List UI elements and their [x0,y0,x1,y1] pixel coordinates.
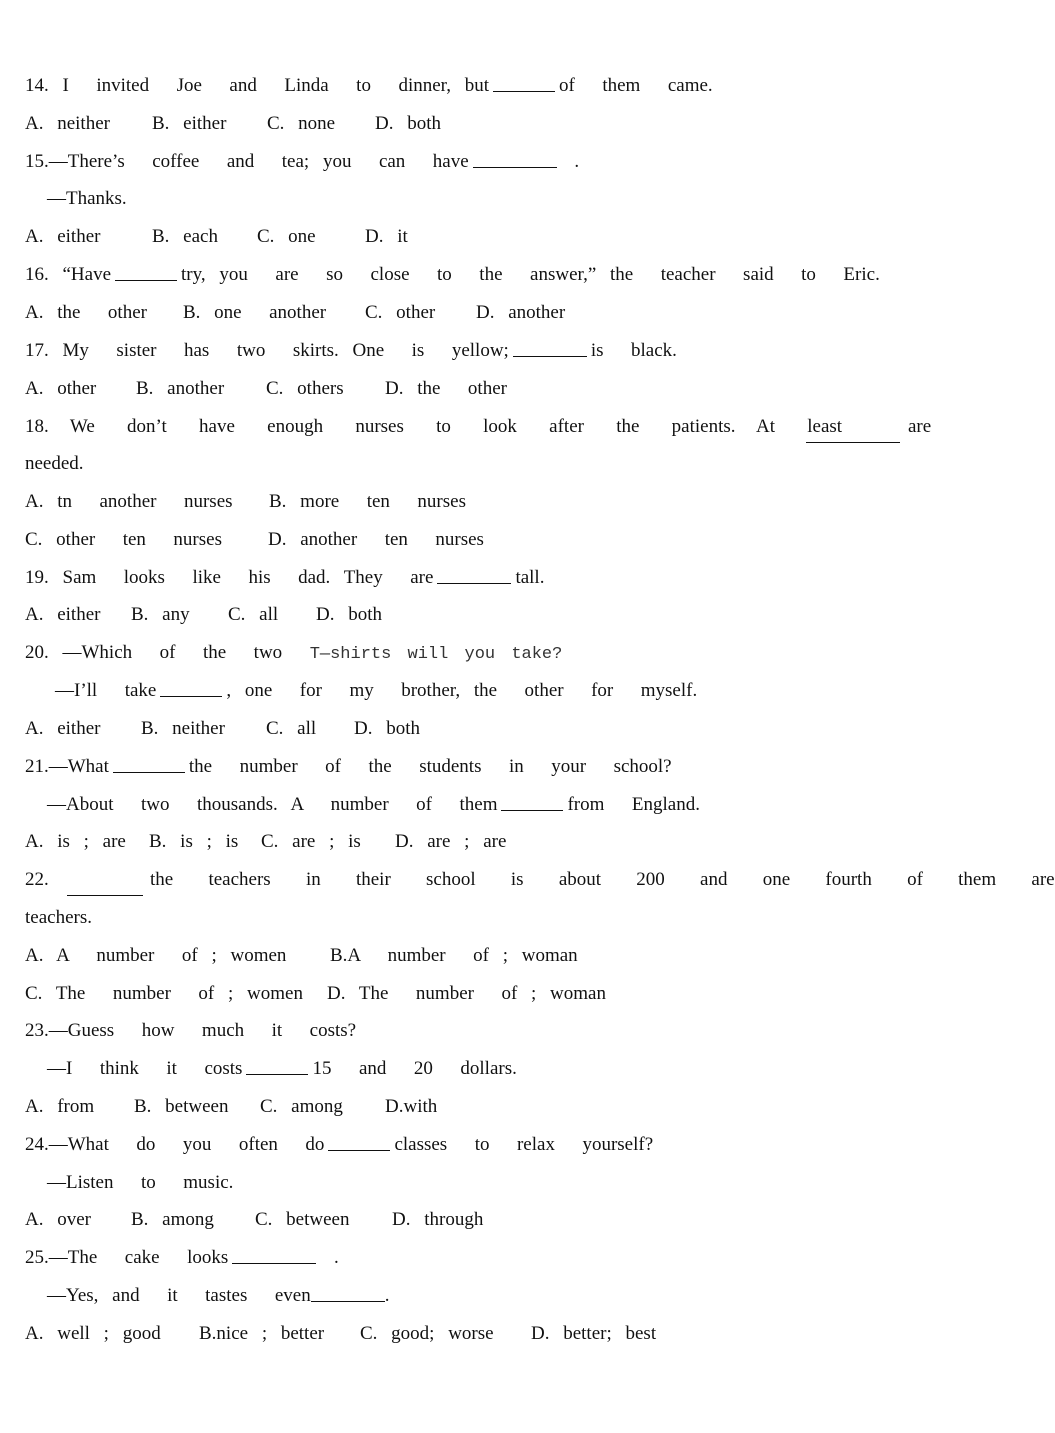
option-c[interactable]: C. other ten nurses [25,529,222,550]
question-24-stem [25,1126,653,1164]
q23-reply-a: —I think it costs [47,1058,243,1079]
option-b[interactable]: B. another [136,378,225,399]
answer-blank[interactable] [160,678,222,697]
q25-text-a: 25.—The cake looks [25,1247,229,1268]
question-21-reply [47,786,700,824]
q20-text-mono: T—shirts will you take? [309,645,563,664]
q22-text-c: teachers. [25,907,92,928]
option-d[interactable]: D. another ten nurses [268,529,484,550]
option-a[interactable]: A. well ; good [25,1323,161,1344]
q25-text-b: . [334,1247,339,1268]
question-22-num: 22. [25,869,49,890]
answer-blank[interactable] [513,338,587,357]
question-25-stem [25,1239,339,1277]
option-a[interactable]: A. tn another nurses [25,491,233,512]
option-a[interactable]: A. A number of ; women [25,945,287,966]
answer-blank[interactable] [67,877,143,896]
q15-text-a: 15.—There’s coffee and tea; you can have [25,151,469,172]
question-15-reply: —Thanks. [47,188,127,209]
option-b[interactable]: B.nice ; better [199,1323,325,1344]
question-23-reply [47,1050,517,1088]
q24-text-b: classes to relax yourself? [394,1134,654,1155]
option-d[interactable]: D. the other [385,378,507,399]
option-b[interactable]: B. between [134,1096,229,1117]
option-b[interactable]: B. either [152,113,227,134]
question-20-reply [55,672,697,710]
option-c[interactable]: C. others [266,378,344,399]
q18-text-b: are [908,416,932,437]
q25-reply-b: . [384,1285,390,1306]
option-c[interactable]: C. none [267,113,336,134]
q14-text-b: of them came. [559,75,713,96]
q21-text-b: the number of the students in your school? [188,756,672,777]
option-a[interactable]: A. other [25,378,97,399]
option-d[interactable]: D. through [392,1209,484,1230]
q25-reply-a: —Yes, and it tastes even [47,1285,311,1306]
answer-blank[interactable] [311,1283,385,1302]
option-a[interactable]: A. either [25,604,101,625]
option-a[interactable]: A. either [25,226,101,247]
q24-text-a: 24.—What do you often do [25,1134,325,1155]
option-b[interactable]: B. more ten nurses [269,491,466,512]
q17-text-a: 17. My sister has two skirts. One is yellow; [25,340,509,361]
option-c[interactable]: C. between [255,1209,350,1230]
option-c[interactable]: C. other [365,302,436,323]
option-d[interactable]: D. it [365,226,408,247]
q20-text-a: 20. —Which of the two [25,642,283,663]
option-d[interactable]: D. The number of ; woman [327,983,606,1004]
option-b[interactable]: B.A number of ; woman [330,945,578,966]
question-19-stem [25,559,544,597]
option-d[interactable]: D. both [354,718,420,739]
q21-reply-b: from England. [567,794,700,815]
option-a[interactable]: A. over [25,1209,91,1230]
option-d[interactable]: D. are ; are [395,831,507,852]
q17-text-b: is black. [590,340,677,361]
q23-reply-b: 15 and 20 dollars. [312,1058,517,1079]
option-c[interactable]: C. The number of ; women [25,983,303,1004]
option-c[interactable]: C. among [260,1096,343,1117]
option-c[interactable]: C. one [257,226,316,247]
q18-text-c: needed. [25,453,84,474]
question-25-reply [47,1277,389,1315]
q16-text-a: 16. “Have [25,264,112,285]
option-b[interactable]: B. is ; is [149,831,239,852]
answer-blank[interactable] [493,73,555,92]
q18-text-a: 18. We don’t have enough nurses to look after the patients. At least [25,416,843,437]
answer-blank[interactable] [806,424,900,443]
answer-blank[interactable] [437,565,511,584]
option-b[interactable]: B. neither [141,718,225,739]
question-16-stem [25,256,880,294]
q14-text-a: 14. I invited Joe and Linda to dinner, but [25,75,490,96]
option-a[interactable]: A. the other [25,302,147,323]
option-b[interactable]: B. one another [183,302,327,323]
option-c[interactable]: C. good; worse [360,1323,494,1344]
q19-text-a: 19. Sam looks like his dad. They are [25,567,434,588]
question-23-stem: 23.—Guess how much it costs? [25,1020,357,1041]
option-b[interactable]: B. any [131,604,190,625]
q19-text-b: tall. [515,567,545,588]
q15-text-b: . [574,151,580,172]
option-c[interactable]: C. all [266,718,317,739]
option-d[interactable]: D. better; best [531,1323,657,1344]
option-d[interactable]: D. another [476,302,566,323]
answer-blank[interactable] [113,754,185,773]
question-18-stem [25,408,842,446]
option-d[interactable]: D. both [375,113,441,134]
q16-text-b: try, you are so close to the answer,” the teacher said to Eric. [181,264,880,285]
answer-blank[interactable] [501,792,563,811]
answer-blank[interactable] [115,262,177,281]
option-c[interactable]: C. are ; is [261,831,361,852]
option-d[interactable]: D.with [385,1096,438,1117]
answer-blank[interactable] [246,1056,308,1075]
option-a[interactable]: A. either [25,718,101,739]
option-a[interactable]: A. is ; are [25,831,126,852]
question-20-stem [25,634,562,672]
option-b[interactable]: B. among [131,1209,214,1230]
option-a[interactable]: A. neither [25,113,110,134]
answer-blank[interactable] [473,149,557,168]
answer-blank[interactable] [232,1245,316,1264]
question-15-stem [25,143,579,181]
answer-blank[interactable] [328,1132,390,1151]
option-c[interactable]: C. all [228,604,279,625]
q20-reply-a: —I’ll take [55,680,157,701]
q21-text-a: 21.—What [25,756,109,777]
q21-reply-a: —About two thousands. A number of them [47,794,498,815]
q22-text-b: the teachers in their school is about 200 and one fourth of them are [150,869,1055,890]
q20-reply-b: , one for my brother, the other for myself. [226,680,698,701]
question-21-stem [25,748,672,786]
option-b[interactable]: B. each [152,226,218,247]
option-d[interactable]: D. both [316,604,382,625]
question-24-reply: —Listen to music. [47,1172,234,1193]
question-17-stem [25,332,677,370]
question-14-stem [25,67,713,105]
option-a[interactable]: A. from [25,1096,95,1117]
